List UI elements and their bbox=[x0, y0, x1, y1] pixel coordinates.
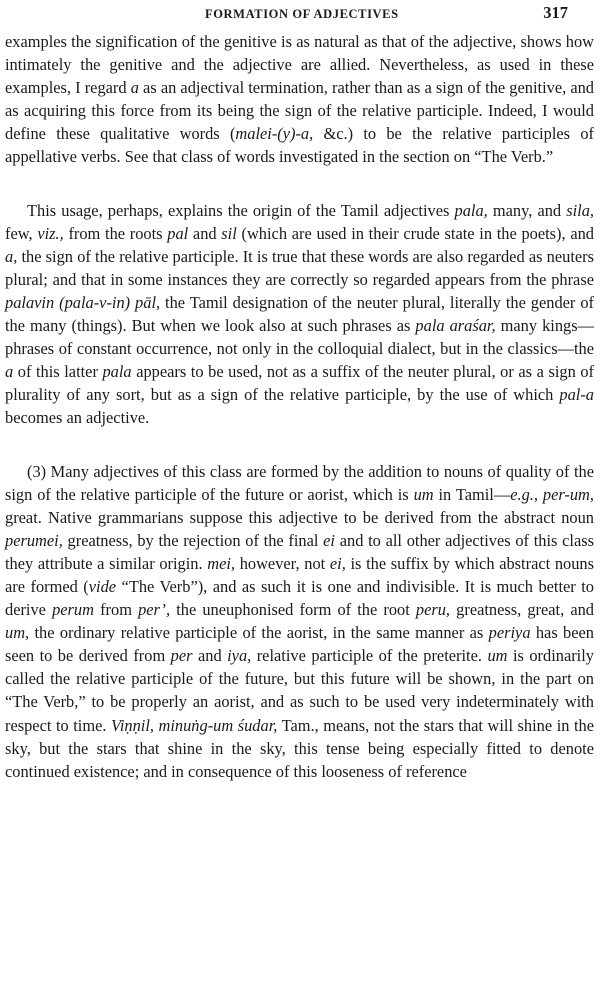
italic-term: palavin (pala-v-in) pāl, bbox=[5, 292, 161, 312]
text-run: and bbox=[188, 223, 222, 243]
italic-term: iya, bbox=[227, 646, 252, 666]
italic-term: pal-a bbox=[559, 385, 594, 405]
paragraph-2 bbox=[5, 199, 594, 430]
italic-term: per bbox=[170, 646, 193, 666]
paragraph-gap bbox=[5, 430, 594, 460]
text-run: has been seen to be derived from bbox=[5, 623, 594, 666]
text-run: This usage, perhaps, explains the origin of the Tamil adjectives bbox=[27, 200, 455, 220]
italic-term: pal bbox=[167, 223, 189, 243]
text-run: and bbox=[192, 646, 228, 666]
text-run: relative participle of the preterite. bbox=[251, 646, 488, 666]
italic-term: a bbox=[130, 78, 139, 98]
text-run: the ordinary relative participle of the aorist, in the same manner as bbox=[29, 623, 489, 643]
italic-term: Viṇṇil, minuṅg-um śudar, bbox=[111, 715, 278, 735]
text-run: from bbox=[93, 600, 139, 620]
text-run: “The Verb”), and as such it is one and indivisible. It is much better to derive bbox=[5, 576, 594, 620]
text-run: from the roots bbox=[63, 223, 168, 243]
italic-term: sil bbox=[221, 223, 237, 243]
italic-term: ei, bbox=[329, 553, 346, 573]
italic-term: pala, bbox=[454, 200, 488, 220]
text-run: Tam., means, not the stars that will shine in the sky, but the stars that shine in the sky, this tense being especially fitted to denote continued existence; and in consequence of this looseness of reference bbox=[5, 715, 595, 781]
text-run: is the suffix by which abstract nouns are formed ( bbox=[5, 553, 595, 596]
italic-term: a, bbox=[5, 246, 18, 266]
text-run: appears to be used, not as a suffix of the neuter plural, or as a sign of plurality of any sort, but as a sign of the relative participle, by the use of which bbox=[5, 362, 594, 405]
text-run: becomes an adjective. bbox=[5, 408, 150, 428]
italic-term: viz., bbox=[37, 223, 64, 243]
page-header bbox=[5, 0, 594, 30]
text-run: the sign of the relative participle. It is true that these words are also regarded as neuters plural; and that in some instances they are correctly so regarded appears from the phrase bbox=[5, 246, 594, 289]
text-run: (3) Many adjectives of this class are formed by the addition to nouns of quality of the sign of the relative participle of the future or aorist, which is bbox=[5, 461, 594, 504]
text-run: great. Native grammarians suppose this adjective to be derived from the abstract noun bbox=[5, 507, 594, 527]
text-run: few, bbox=[5, 223, 38, 243]
italic-term: e.g., per-um, bbox=[510, 484, 594, 504]
italic-term: peru, bbox=[415, 600, 451, 620]
page-number: 317 bbox=[543, 3, 568, 22]
italic-term: a bbox=[5, 362, 14, 382]
italic-term: um bbox=[413, 484, 434, 504]
italic-term: sila, bbox=[566, 200, 595, 220]
text-run: many, and bbox=[487, 200, 567, 220]
text-run: of this latter bbox=[13, 362, 103, 382]
text-run: examples the signification of the genitive is as natural as that of the adjective, shows how intimately the genitive and the adjective are allied. Nevertheless, as used in these examples, I regard bbox=[5, 32, 594, 98]
text-run: &c.) to be the relative participles of appellative verbs. See that class of words investigated in the section on “The Verb.” bbox=[5, 124, 594, 167]
italic-term: perumei, bbox=[5, 530, 63, 550]
italic-term: per’, bbox=[138, 600, 171, 620]
italic-term: ei bbox=[323, 530, 335, 550]
italic-term: pala bbox=[102, 362, 132, 382]
text-run: many kings—phrases of constant occurrence, not only in the colloquial dialect, but in the classics—the bbox=[5, 316, 594, 359]
paragraph-gap bbox=[5, 169, 594, 199]
italic-term: pala araśar, bbox=[415, 316, 496, 336]
paragraph-1 bbox=[5, 30, 594, 169]
italic-term: periya bbox=[488, 623, 531, 643]
running-head: FORMATION OF ADJECTIVES bbox=[205, 7, 399, 21]
text-run: the uneuphonised form of the root bbox=[170, 600, 416, 620]
text-run: (which are used in their crude state in the poets), and bbox=[236, 223, 594, 243]
text-run: and to all other adjectives of this class they attribute a similar origin. bbox=[5, 530, 594, 573]
text-run: greatness, great, and bbox=[450, 600, 594, 620]
italic-term: um, bbox=[5, 623, 30, 643]
text-run: in Tamil— bbox=[433, 484, 511, 504]
paragraph-3 bbox=[5, 460, 594, 783]
text-run: the Tamil designation of the neuter plural, literally the gender of the many (things). But when we look also at such phrases as bbox=[5, 292, 594, 336]
text-run: greatness, by the rejection of the final bbox=[62, 530, 324, 550]
italic-term: um bbox=[487, 646, 508, 666]
text-run: as an adjectival termination, rather than as a sign of the genitive, and as acquiring this force from its being the sign of the relative participle. Indeed, I would define these qualitative words ( bbox=[5, 78, 594, 144]
italic-term: vide bbox=[88, 576, 117, 596]
text-run: is ordinarily called the relative participle of the future, but this future will be shown, in the part on “The Verb,” to be properly an aorist, and as such to be used very indeterminately with respect to time. bbox=[5, 646, 594, 735]
italic-term: mei, bbox=[207, 553, 236, 573]
text-run: however, not bbox=[235, 553, 330, 573]
italic-term: malei-(y)-a, bbox=[235, 124, 314, 144]
italic-term: perum bbox=[52, 600, 94, 620]
